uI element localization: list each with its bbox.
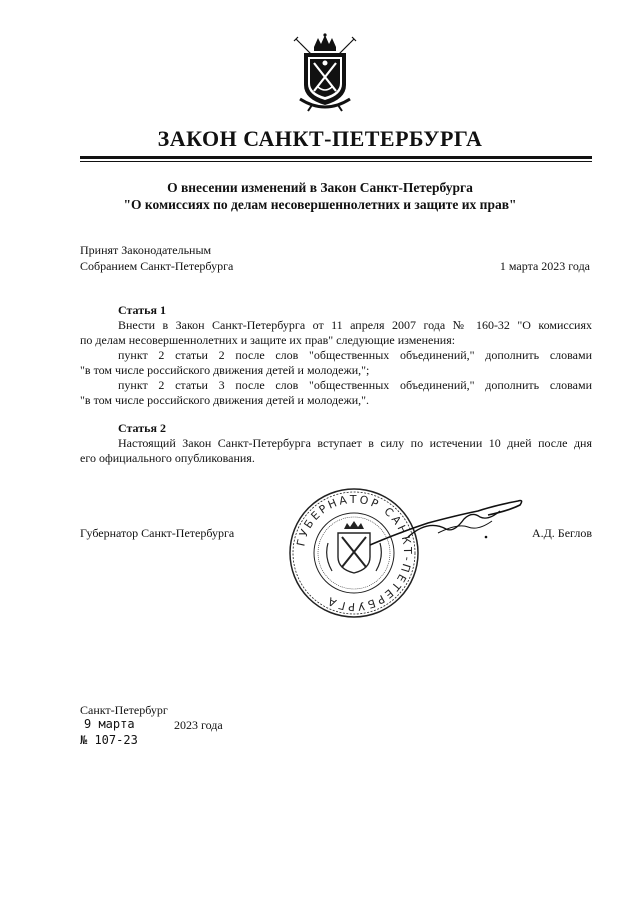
- signing-year: 2023 года: [174, 718, 223, 732]
- article2-para1-line1: Настоящий Закон Санкт-Петербурга вступает в силу по истечении 10 дней после дня: [118, 436, 592, 450]
- article1-para2-line2: "в том числе российского движения детей и молодежи,";: [80, 363, 370, 377]
- law-heading-line1: О внесении изменений в Закон Санкт-Петербурга: [167, 180, 473, 195]
- seal-text: ГУБЕРНАТОР САНКТ-ПЕТЕРБУРГА: [294, 492, 415, 614]
- adopted-by-line2: Собранием Санкт-Петербурга: [80, 259, 234, 273]
- governor-position: Губернатор Санкт-Петербурга: [80, 526, 235, 540]
- governor-name: А.Д. Беглов: [531, 526, 592, 540]
- article1-para3-line2: "в том числе российского движения детей и молодежи,".: [80, 393, 370, 407]
- article2-title: Статья 2: [118, 421, 166, 435]
- article1-para1-line2: по делам несовершеннолетних и защите их прав" следующие изменения:: [80, 333, 456, 347]
- title-underline-divider: [80, 156, 592, 162]
- handwritten-signature-icon: [368, 493, 528, 553]
- place-of-signing: Санкт-Петербург: [80, 703, 168, 717]
- signing-day-month: 9 марта: [84, 717, 135, 731]
- document-title: ЗАКОН САНКТ-ПЕТЕРБУРГА: [157, 126, 483, 151]
- coat-of-arms-emblem-icon: [290, 33, 360, 113]
- article1-para3-line1: пункт 2 статьи 3 после слов "общественных объединений," дополнить словами: [118, 378, 592, 392]
- article1-para1-line1: Внести в Закон Санкт-Петербурга от 11 апреля 2007 года № 160-32 "О комиссиях: [118, 318, 592, 332]
- law-heading-line2: "О комиссиях по делам несовершеннолетних и защите их прав": [123, 197, 517, 212]
- article1-title: Статья 1: [118, 303, 166, 317]
- article2-para1-line2: его официального опубликования.: [80, 451, 255, 465]
- law-number: № 107-23: [80, 733, 138, 747]
- article1-para2-line1: пункт 2 статьи 2 после слов "общественных объединений," дополнить словами: [118, 348, 592, 362]
- adopted-by-line1: Принят Законодательным: [80, 243, 212, 257]
- adoption-date: 1 марта 2023 года: [499, 259, 590, 273]
